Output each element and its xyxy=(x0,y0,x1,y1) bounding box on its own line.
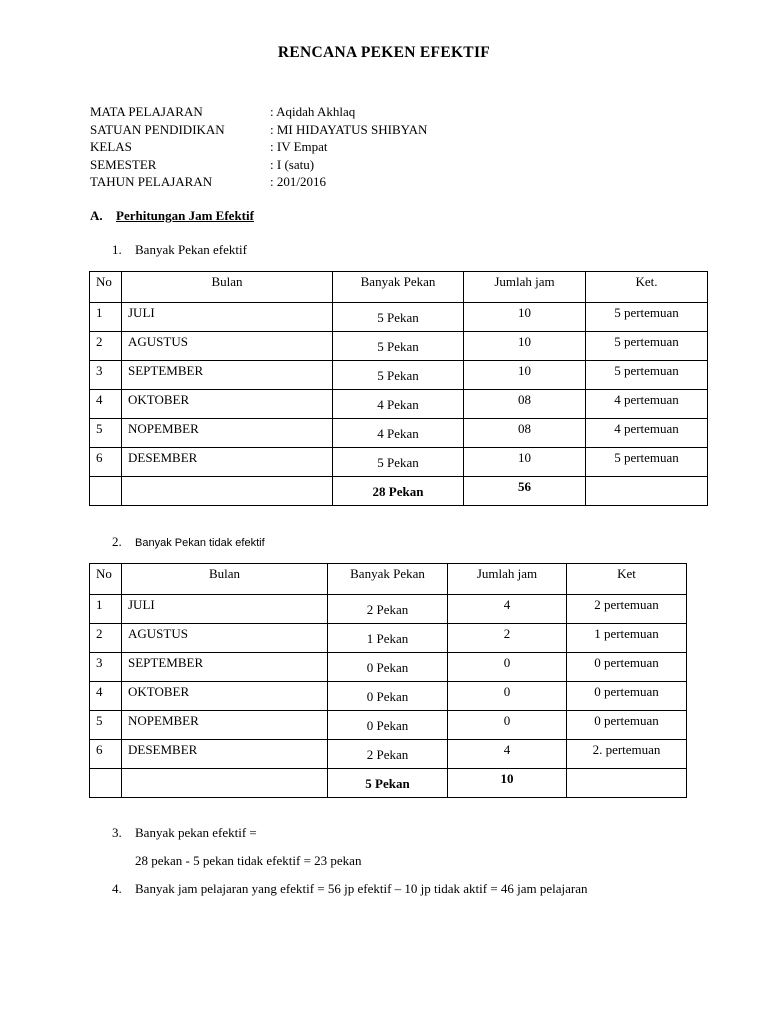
meta-row xyxy=(90,173,590,191)
meta-value: : 201/2016 xyxy=(270,174,326,189)
table-row xyxy=(90,624,687,653)
table-cell xyxy=(122,595,328,624)
cell-text: 0 xyxy=(503,713,511,728)
cell-text: 0 Pekan xyxy=(366,689,409,704)
table-cell xyxy=(90,303,122,332)
table-cell xyxy=(464,390,586,419)
cell-text: 3 xyxy=(96,363,103,378)
meta-label: SEMESTER xyxy=(90,156,157,172)
table-cell xyxy=(122,624,328,653)
cell-text: 0 xyxy=(503,655,511,670)
table-cell xyxy=(122,653,328,682)
table-cell xyxy=(448,624,567,653)
header-cell xyxy=(448,564,567,595)
table-cell xyxy=(567,653,687,682)
table-cell xyxy=(90,332,122,361)
cell-text: 1 xyxy=(96,597,103,612)
list-title: Banyak Pekan efektif xyxy=(135,242,247,257)
table-total-row xyxy=(90,769,687,798)
list-item-4 xyxy=(112,881,588,897)
meta-value: : I (satu) xyxy=(270,156,315,172)
meta-block xyxy=(90,103,590,191)
cell-text xyxy=(122,769,327,771)
table-cell xyxy=(333,361,464,390)
table-cell xyxy=(586,448,708,477)
table-cell xyxy=(90,653,122,682)
cell-text: 0 pertemuan xyxy=(594,684,659,699)
table-cell xyxy=(90,624,122,653)
cell-text: 5 pertemuan xyxy=(614,334,679,349)
table-row xyxy=(90,361,708,390)
header-cell xyxy=(90,272,122,303)
header-cell xyxy=(122,564,328,595)
table-cell xyxy=(122,740,328,769)
cell-text xyxy=(567,769,686,771)
cell-text: NOPEMBER xyxy=(128,421,199,436)
table-cell xyxy=(586,477,708,506)
table-row xyxy=(90,419,708,448)
table-cell xyxy=(122,332,333,361)
table-cell xyxy=(90,419,122,448)
cell-text: 4 Pekan xyxy=(377,426,419,441)
total-hours-cell xyxy=(448,769,567,798)
cell-text: 2 Pekan xyxy=(366,602,409,617)
table-cell xyxy=(464,361,586,390)
cell-text: 4 xyxy=(503,742,511,757)
table-cell xyxy=(333,390,464,419)
cell-text: 5 Pekan xyxy=(377,339,419,354)
section-a-heading xyxy=(90,208,254,224)
table-cell xyxy=(567,769,687,798)
cell-text: 4 xyxy=(96,684,103,699)
cell-text: OKTOBER xyxy=(128,684,190,699)
table-cell xyxy=(586,332,708,361)
list-item-2 xyxy=(112,534,265,550)
table-cell xyxy=(328,711,448,740)
table-cell xyxy=(333,303,464,332)
cell-text: 0 xyxy=(503,684,511,699)
table-cell xyxy=(448,595,567,624)
cell-text: DESEMBER xyxy=(128,450,198,465)
table-cell xyxy=(122,769,328,798)
table-cell xyxy=(333,332,464,361)
meta-label: MATA PELAJARAN xyxy=(90,104,203,119)
table-cell xyxy=(90,740,122,769)
section-title: Perhitungan Jam Efektif xyxy=(116,208,254,223)
meta-row xyxy=(90,103,590,121)
meta-value: : Aqidah Akhlaq xyxy=(270,104,356,119)
table-cell xyxy=(328,653,448,682)
cell-text: 5 Pekan xyxy=(377,368,419,383)
cell-text: Banyak Pekan xyxy=(360,274,436,289)
cell-text: 4 xyxy=(96,392,103,407)
cell-text: 1 pertemuan xyxy=(594,626,659,641)
table-cell xyxy=(567,740,687,769)
cell-text: No xyxy=(96,566,112,581)
cell-text: 0 Pekan xyxy=(366,718,409,733)
meta-value: : MI HIDAYATUS SHIBYAN xyxy=(270,121,428,137)
cell-text: NOPEMBER xyxy=(128,713,199,728)
cell-text: Bulan xyxy=(211,274,243,289)
table-cell xyxy=(567,711,687,740)
meta-label: TAHUN PELAJARAN xyxy=(90,174,213,189)
table-cell xyxy=(464,303,586,332)
cell-text: 2. pertemuan xyxy=(592,742,661,757)
list-title: Banyak pekan efektif = xyxy=(135,825,257,840)
cell-text: OKTOBER xyxy=(128,392,190,407)
cell-text: 2 xyxy=(96,334,103,349)
effective-weeks-table xyxy=(89,271,708,506)
cell-text: 10 xyxy=(518,363,531,378)
cell-text: 2 pertemuan xyxy=(594,597,659,612)
cell-text: 4 xyxy=(503,597,511,612)
list-number: 3. xyxy=(112,825,122,840)
table-cell xyxy=(90,448,122,477)
table-row xyxy=(90,390,708,419)
cell-text: Ket. xyxy=(635,274,658,289)
header-cell xyxy=(328,564,448,595)
meta-row xyxy=(90,156,590,174)
table-cell xyxy=(328,595,448,624)
meta-label: SATUAN PENDIDIKAN xyxy=(90,121,225,137)
cell-text: 4 pertemuan xyxy=(614,421,679,436)
total-hours-cell xyxy=(464,477,586,506)
cell-text: Ket xyxy=(617,566,636,581)
cell-text xyxy=(586,477,707,479)
cell-text: DESEMBER xyxy=(128,742,198,757)
cell-text: Bulan xyxy=(208,566,241,581)
table-cell xyxy=(122,361,333,390)
table-cell xyxy=(90,361,122,390)
cell-text: 0 Pekan xyxy=(366,660,409,675)
meta-row xyxy=(90,121,590,139)
table-row xyxy=(90,448,708,477)
cell-text: Jumlah jam xyxy=(494,274,555,289)
cell-text: 5 pertemuan xyxy=(614,450,679,465)
table-cell xyxy=(328,682,448,711)
cell-text: 2 xyxy=(503,626,511,641)
table-cell xyxy=(122,477,333,506)
table-cell xyxy=(90,390,122,419)
table-cell xyxy=(464,419,586,448)
list-item-1 xyxy=(112,242,247,258)
table-cell xyxy=(567,682,687,711)
header-cell xyxy=(464,272,586,303)
cell-text: No xyxy=(96,274,112,289)
table-cell xyxy=(464,448,586,477)
cell-text: 5 pertemuan xyxy=(614,305,679,320)
cell-text: 6 xyxy=(96,742,103,757)
cell-text: 0 pertemuan xyxy=(594,713,659,728)
cell-text xyxy=(122,477,332,479)
table-cell xyxy=(122,419,333,448)
cell-text: 1 Pekan xyxy=(366,631,409,646)
table-cell xyxy=(122,448,333,477)
table-cell xyxy=(122,711,328,740)
meta-label: KELAS xyxy=(90,139,132,154)
list-number: 4. xyxy=(112,881,122,896)
cell-text: 0 pertemuan xyxy=(594,655,659,670)
cell-text: Banyak Pekan xyxy=(350,566,425,581)
cell-text: 5 Pekan xyxy=(377,310,419,325)
table-cell xyxy=(586,419,708,448)
table-cell xyxy=(464,332,586,361)
table-cell xyxy=(333,448,464,477)
cell-text: 1 xyxy=(96,305,103,320)
table-row xyxy=(90,332,708,361)
list-item-3 xyxy=(112,825,257,841)
table-row xyxy=(90,740,687,769)
table-cell xyxy=(448,740,567,769)
cell-text: JULI xyxy=(128,305,155,320)
table-row xyxy=(90,711,687,740)
cell-text: 4 pertemuan xyxy=(614,392,679,407)
table-cell xyxy=(328,740,448,769)
cell-text: 5 xyxy=(96,713,103,728)
cell-text: 4 Pekan xyxy=(377,397,419,412)
table-row xyxy=(90,653,687,682)
header-cell xyxy=(90,564,122,595)
cell-text: 10 xyxy=(518,305,531,320)
cell-text: 5 pertemuan xyxy=(614,363,679,378)
section-letter: A. xyxy=(90,208,103,223)
total-weeks-cell xyxy=(328,769,448,798)
table-row xyxy=(90,682,687,711)
meta-row xyxy=(90,138,590,156)
cell-text: 10 xyxy=(500,771,514,786)
table-cell xyxy=(328,624,448,653)
table-cell xyxy=(122,303,333,332)
cell-text: 28 Pekan xyxy=(372,484,424,499)
table-cell xyxy=(122,390,333,419)
cell-text: 56 xyxy=(518,479,531,494)
meta-value: : IV Empat xyxy=(270,139,328,154)
table-cell xyxy=(567,595,687,624)
header-cell xyxy=(567,564,687,595)
table-cell xyxy=(333,419,464,448)
table-cell xyxy=(586,390,708,419)
cell-text: 10 xyxy=(518,450,531,465)
cell-text: 5 Pekan xyxy=(365,776,410,791)
table-cell xyxy=(586,303,708,332)
cell-text: 2 xyxy=(96,626,103,641)
cell-text: JULI xyxy=(128,597,155,612)
table-row xyxy=(90,303,708,332)
list-title: Banyak jam pelajaran yang efektif = 56 jp efektif – 10 jp tidak aktif = 46 jam pelajaran xyxy=(135,881,588,896)
cell-text: AGUSTUS xyxy=(128,334,188,349)
cell-text: 2 Pekan xyxy=(366,747,409,762)
document-title: RENCANA PEKEN EFEKTIF xyxy=(277,44,491,61)
cell-text: AGUSTUS xyxy=(128,626,188,641)
cell-text: SEPTEMBER xyxy=(128,363,204,378)
total-weeks-cell xyxy=(333,477,464,506)
cell-text xyxy=(90,477,121,479)
list-title: Banyak Pekan tidak efektif xyxy=(135,537,265,549)
cell-text: 08 xyxy=(518,392,531,407)
table-row xyxy=(90,595,687,624)
header-cell xyxy=(333,272,464,303)
table-cell xyxy=(90,477,122,506)
list-number: 1. xyxy=(112,242,122,257)
cell-text: 5 Pekan xyxy=(377,455,419,470)
table-cell xyxy=(90,595,122,624)
header-cell xyxy=(586,272,708,303)
cell-text: 08 xyxy=(518,421,531,436)
table-cell xyxy=(448,682,567,711)
table-cell xyxy=(448,711,567,740)
table-header-row xyxy=(90,272,708,303)
table-cell xyxy=(90,682,122,711)
table-cell xyxy=(90,711,122,740)
table-cell xyxy=(122,682,328,711)
non-effective-weeks-table xyxy=(89,563,687,798)
table-cell xyxy=(90,769,122,798)
cell-text: 6 xyxy=(96,450,103,465)
table-cell xyxy=(448,653,567,682)
cell-text: SEPTEMBER xyxy=(128,655,204,670)
cell-text: Jumlah jam xyxy=(476,566,538,581)
calculation-line: 28 pekan - 5 pekan tidak efektif = 23 pekan xyxy=(135,853,362,868)
cell-text: 5 xyxy=(96,421,103,436)
cell-text: 3 xyxy=(96,655,103,670)
cell-text: 10 xyxy=(518,334,531,349)
header-cell xyxy=(122,272,333,303)
cell-text xyxy=(90,769,121,771)
table-total-row xyxy=(90,477,708,506)
table-cell xyxy=(567,624,687,653)
table-cell xyxy=(586,361,708,390)
table-header-row xyxy=(90,564,687,595)
list-number: 2. xyxy=(112,534,122,549)
